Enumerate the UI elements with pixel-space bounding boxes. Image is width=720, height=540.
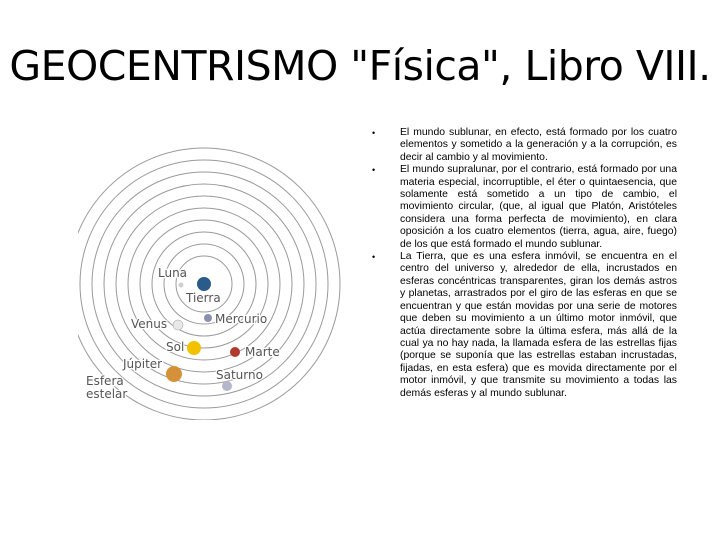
venus-label: Venus — [131, 317, 168, 331]
bullet-item — [372, 251, 677, 400]
geocentric-diagram — [78, 120, 358, 420]
bullet-item — [372, 127, 677, 164]
saturno-label: Saturno — [216, 368, 263, 382]
bullet-marker: • — [372, 252, 376, 263]
bullet-text: La Tierra, que es una esfera inmóvil, se encuentra en el centro del universo y, alrededor de ella, incrustados en esferas concéntricas transparentes, giran los demás astros y planetas, arrastrados por el giro de las esferas en que se encuentran y que están movidas por una serie de motores que deben su movimiento a un último motor inmóvil, que actúa directamente sobre la última esfera, más allá de la cual ya no hay nada, la llamada esfera de las estrellas fijas (porque se suponía que las estrellas estaban incrustadas, fijadas, en esta esfera) que es movida directamente por el motor inmóvil, y que transmite su movimiento a todas las demás esferas y al mundo sublunar. — [400, 251, 677, 399]
slide-title: GEOCENTRISMO "Física", Libro VIII. — [9, 42, 711, 90]
tierra-label: Tierra — [186, 291, 221, 305]
luna-label: Luna — [158, 266, 188, 280]
geocentric-diagram-svg — [78, 120, 358, 420]
bullet-item — [372, 164, 677, 251]
bullet-list — [372, 127, 677, 400]
jupiter-label: Júpiter — [123, 357, 163, 371]
luna-planet — [179, 283, 184, 288]
bullet-text: El mundo sublunar, en efecto, está formado por los cuatro elementos y sometido a la generación y a la corrupción, es decir al cambio y al movimiento. — [400, 127, 677, 163]
marte-label: Marte — [245, 345, 280, 359]
sun-planet — [187, 341, 201, 355]
esfera-label-line1: Esfera — [86, 374, 124, 388]
esfera-label-line2: estelar — [86, 387, 128, 401]
earth-planet — [197, 277, 211, 291]
sol-label: Sol — [166, 340, 185, 354]
bullet-text: El mundo supralunar, por el contrario, está formado por una materia especial, incorruptible, el éter o quintaesencia, que solamente está sometido a un tipo de cambio, el movimiento circular, (que, al igual que Platón, Aristóteles considera una forma perfecta de movimiento), en clara oposición a los cuatro elementos (tierra, agua, aire, fuego) de los que está formado el mundo sublunar. — [400, 164, 677, 250]
bullet-marker: • — [372, 165, 376, 176]
mercury-planet — [204, 314, 212, 322]
mars-planet — [230, 347, 240, 357]
bullet-marker: • — [372, 128, 376, 138]
venus-planet — [173, 320, 183, 330]
saturn-planet — [222, 381, 232, 391]
mercurio-label: Mercurio — [215, 312, 268, 326]
jupiter-planet — [166, 366, 182, 382]
